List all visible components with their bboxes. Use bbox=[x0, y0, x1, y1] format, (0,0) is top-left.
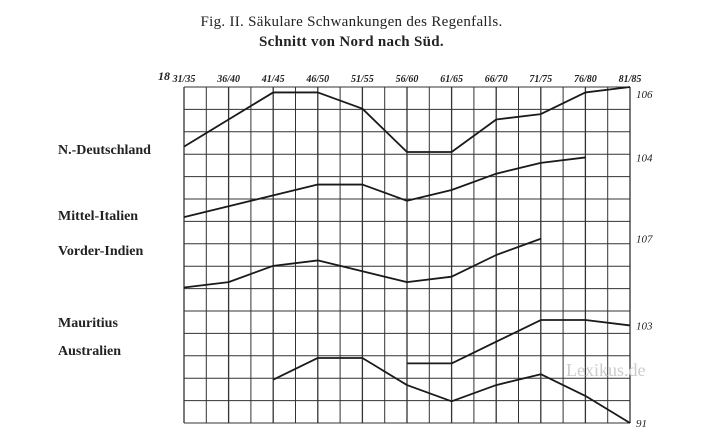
figure-title: Fig. II. Säkulare Schwankungen des Regenfalls. bbox=[200, 14, 503, 30]
series-label-mauritius: Mauritius bbox=[58, 316, 118, 331]
tick-label-61-65: 61/65 bbox=[440, 74, 463, 85]
tick-label-71-75: 71/75 bbox=[529, 74, 553, 85]
tick-label-41-45: 41/45 bbox=[261, 74, 285, 85]
value-label-1: 104 bbox=[636, 152, 653, 165]
tick-label-56-60: 56/60 bbox=[395, 74, 419, 85]
value-label-3: 103 bbox=[636, 320, 653, 333]
tick-label-31-35: 31/35 bbox=[172, 74, 196, 85]
series-label-mittel-italien: Mittel-Italien bbox=[58, 209, 139, 224]
figure-subtitle: Schnitt von Nord nach Süd. bbox=[259, 34, 444, 50]
value-label-0: 106 bbox=[636, 89, 653, 101]
tick-label-36-40: 36/40 bbox=[217, 74, 240, 85]
tick-label-76-80: 76/80 bbox=[574, 74, 597, 85]
watermark-text: Lexikus.de bbox=[566, 360, 646, 380]
tick-label-51-55: 51/55 bbox=[351, 74, 374, 85]
tick-label-66-70: 66/70 bbox=[484, 74, 508, 85]
tick-prefix: 18 bbox=[158, 69, 170, 83]
series-label-n-deutschland: N.-Deutschland bbox=[58, 143, 151, 158]
value-label-4: 91 bbox=[636, 418, 647, 430]
x-axis-ticks bbox=[158, 69, 641, 85]
value-label-2: 107 bbox=[636, 233, 653, 246]
tick-label-46-50: 46/50 bbox=[306, 74, 330, 85]
chart-grid bbox=[184, 87, 630, 423]
series-label-australien: Australien bbox=[58, 344, 121, 359]
tick-label-81-85: 81/85 bbox=[618, 74, 642, 85]
series-label-vorder-indien: Vorder-Indien bbox=[58, 244, 144, 259]
